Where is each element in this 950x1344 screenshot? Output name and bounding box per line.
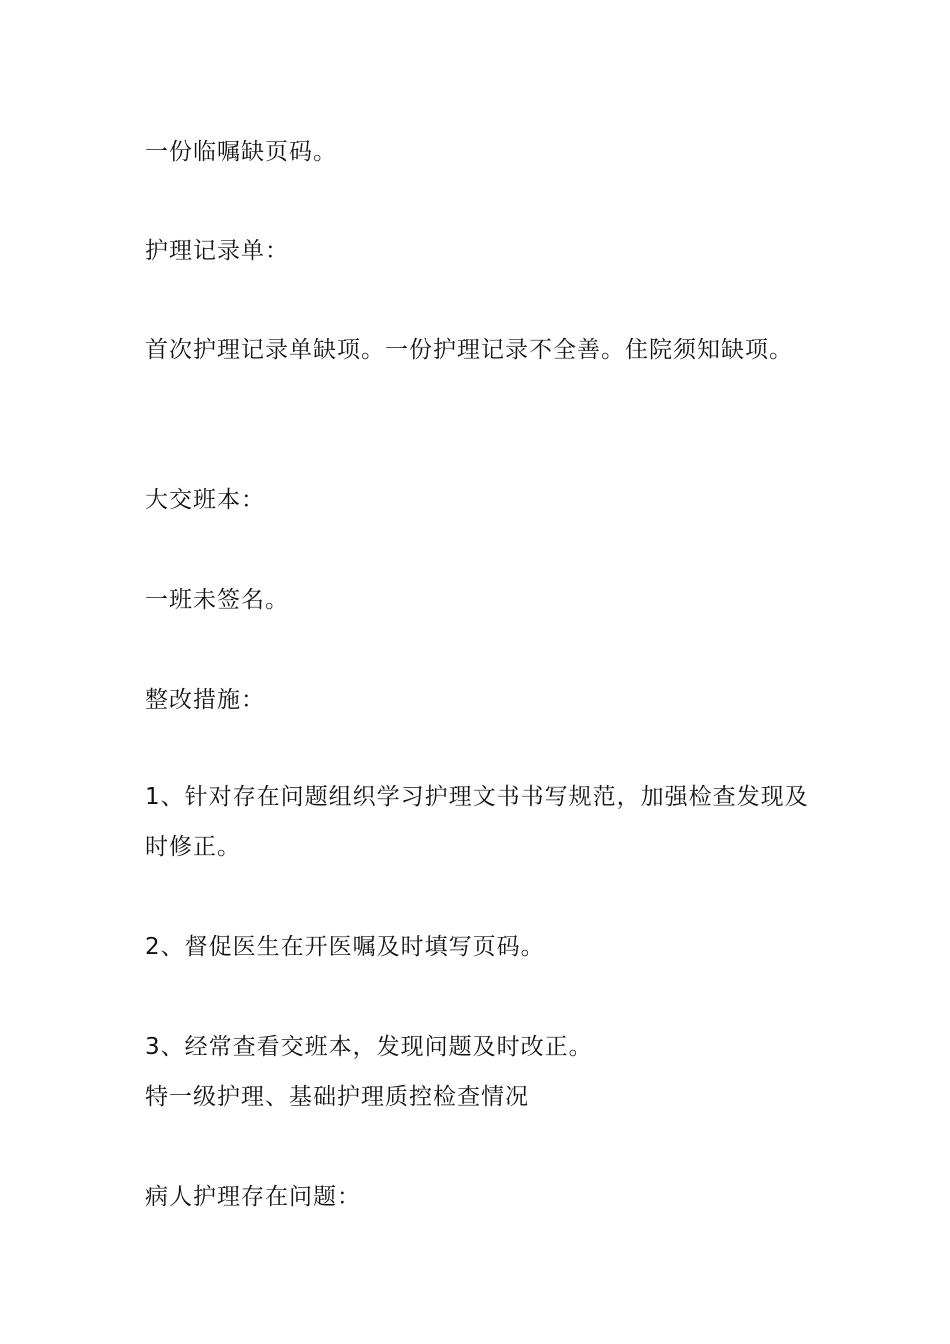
list-item: 2、督促医生在开医嘱及时填写页码。 [145, 934, 545, 960]
paragraph: 一份临嘱缺页码。 [145, 139, 337, 165]
list-item: 3、经常查看交班本，发现问题及时改正。 [145, 1034, 593, 1060]
section-heading: 大交班本： [145, 487, 265, 513]
paragraph: 一班未签名。 [145, 587, 289, 613]
paragraph: 首次护理记录单缺项。一份护理记录不全善。住院须知缺项。 [145, 337, 793, 363]
list-item: 1、针对存在问题组织学习护理文书书写规范，加强检查发现及时修正。 [145, 784, 809, 860]
section-heading: 整改措施： [145, 687, 265, 713]
section-heading: 病人护理存在问题： [145, 1184, 361, 1210]
section-title: 特一级护理、基础护理质控检查情况 [145, 1084, 529, 1110]
section-heading: 护理记录单： [145, 238, 289, 264]
